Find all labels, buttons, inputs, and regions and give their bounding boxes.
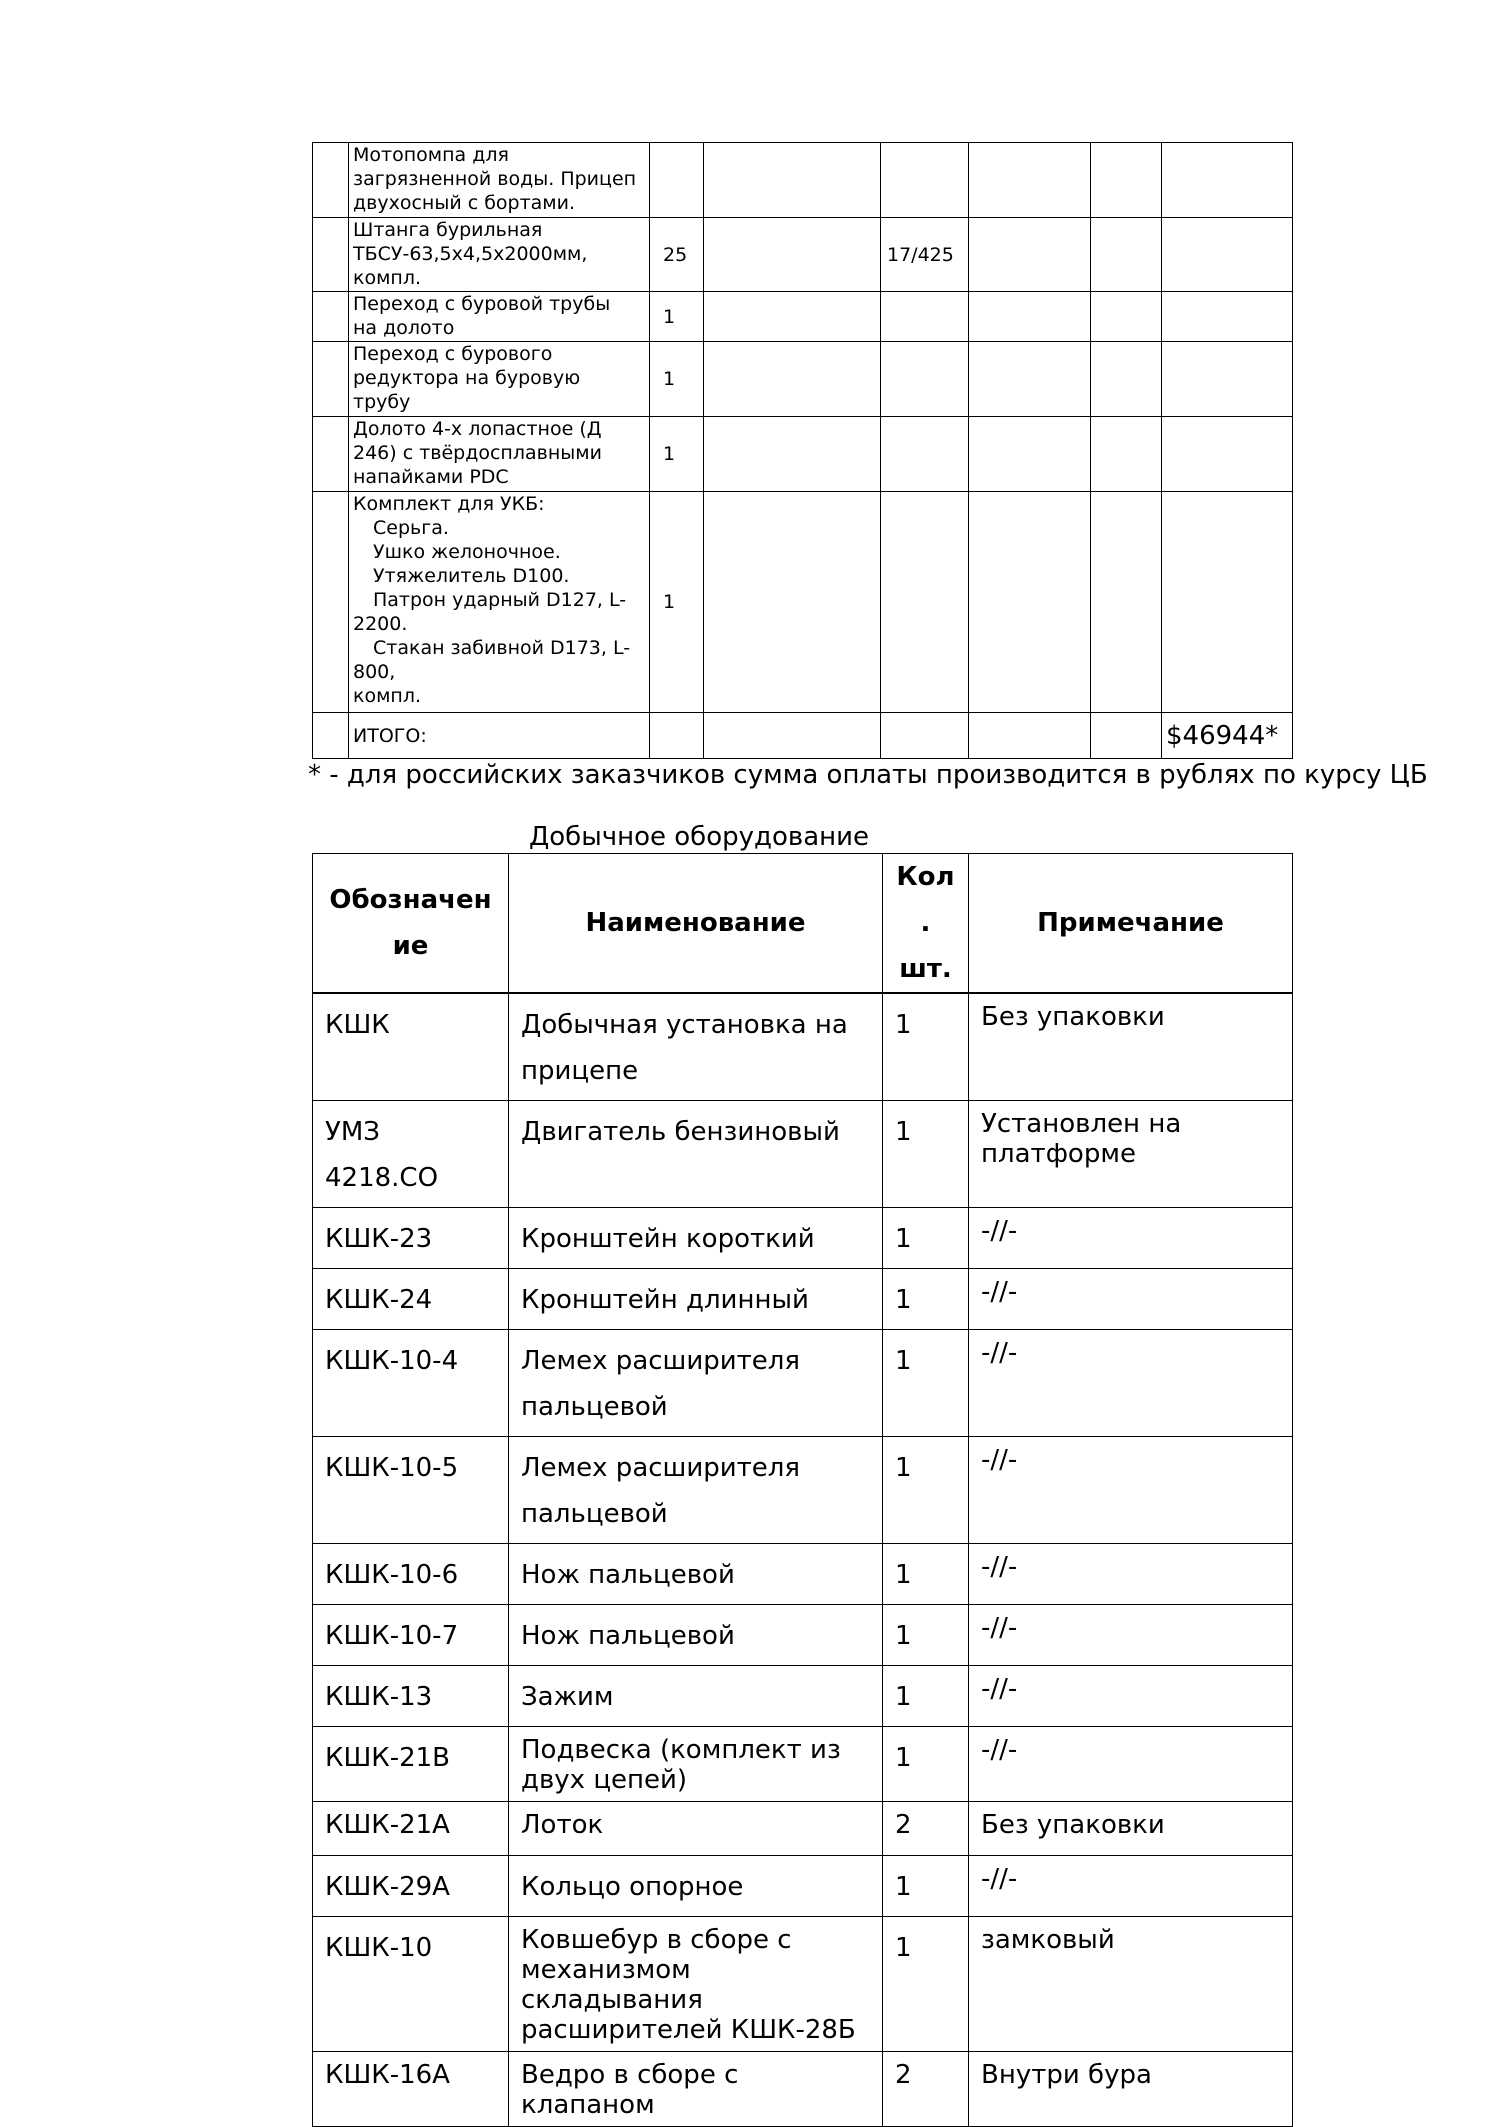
- qty-cell: 1: [650, 292, 704, 342]
- qty-cell: 1: [883, 1437, 969, 1544]
- item-name-cell: Комплект для УКБ: Серьга. Ушко желоночное. Утяжелитель D100. Патрон ударный D127, L- 2200. Стакан забивной D173, L- 800, компл.: [349, 492, 650, 713]
- table-row: [313, 1917, 1293, 2052]
- table-row: [313, 1330, 1293, 1437]
- note-cell: -//-: [969, 1856, 1293, 1917]
- qty-cell: 1: [883, 1917, 969, 2052]
- table-row: [313, 1666, 1293, 1727]
- code-cell: КШК-21В: [313, 1727, 509, 1802]
- code-cell: КШК-23: [313, 1208, 509, 1269]
- name-cell: Ведро в сборе с клапаном: [509, 2052, 883, 2127]
- qty-cell: 1: [883, 1605, 969, 1666]
- table-row: [313, 1802, 1293, 1856]
- name-cell: Лемех расширителя пальцевой: [509, 1330, 883, 1437]
- note-cell: замковый: [969, 1917, 1293, 2052]
- header-designation: Обозначен ие: [313, 854, 509, 994]
- qty-cell: 1: [883, 1208, 969, 1269]
- item-name-cell: Переход с буровой трубы на долото: [349, 292, 650, 342]
- qty-cell: 2: [883, 1802, 969, 1856]
- value-cell: [881, 492, 969, 713]
- header-note: Примечание: [969, 854, 1293, 994]
- qty-cell: 1: [883, 1330, 969, 1437]
- table-row: [313, 218, 1293, 292]
- qty-cell: 1: [883, 1269, 969, 1330]
- header-name: Наименование: [509, 854, 883, 994]
- qty-cell: 1: [883, 1544, 969, 1605]
- code-cell: КШК-13: [313, 1666, 509, 1727]
- name-cell: Добычная установка на прицепе: [509, 993, 883, 1101]
- note-cell: -//-: [969, 1437, 1293, 1544]
- code-cell: УМЗ 4218.СО: [313, 1101, 509, 1208]
- name-cell: Кронштейн короткий: [509, 1208, 883, 1269]
- note-cell: Установлен на платформе: [969, 1101, 1293, 1208]
- header-qty: Кол . шт.: [883, 854, 969, 994]
- qty-cell: [650, 143, 704, 218]
- table-row: [313, 1437, 1293, 1544]
- value-cell: [881, 342, 969, 417]
- table-row: [313, 143, 1293, 218]
- name-cell: Нож пальцевой: [509, 1544, 883, 1605]
- qty-cell: 1: [883, 1727, 969, 1802]
- table-row: [313, 417, 1293, 492]
- qty-cell: 1: [650, 342, 704, 417]
- name-cell: Ковшебур в сборе с механизмом складывания расширителей КШК-28Б: [509, 1917, 883, 2052]
- value-cell: 17/425: [881, 218, 969, 292]
- note-cell: Внутри бура: [969, 2052, 1293, 2127]
- qty-cell: 1: [650, 492, 704, 713]
- code-cell: КШК-10-4: [313, 1330, 509, 1437]
- table-row: [313, 492, 1293, 713]
- table-row: [313, 2052, 1293, 2127]
- table-row: [313, 1269, 1293, 1330]
- code-cell: КШК-10-5: [313, 1437, 509, 1544]
- qty-cell: 25: [650, 218, 704, 292]
- code-cell: КШК-29А: [313, 1856, 509, 1917]
- qty-cell: 2: [883, 2052, 969, 2127]
- equipment-price-table: [312, 142, 1293, 759]
- note-cell: -//-: [969, 1269, 1293, 1330]
- table-row: [313, 1605, 1293, 1666]
- table-row: [313, 1727, 1293, 1802]
- note-cell: Без упаковки: [969, 993, 1293, 1101]
- qty-cell: 1: [650, 417, 704, 492]
- note-cell: -//-: [969, 1666, 1293, 1727]
- name-cell: Кронштейн длинный: [509, 1269, 883, 1330]
- name-cell: Лоток: [509, 1802, 883, 1856]
- item-name-cell: Переход с бурового редуктора на буровую трубу: [349, 342, 650, 417]
- name-cell: Зажим: [509, 1666, 883, 1727]
- qty-cell: 1: [883, 1856, 969, 1917]
- code-cell: КШК-24: [313, 1269, 509, 1330]
- section-caption: Добычное оборудование: [528, 822, 870, 852]
- name-cell: Двигатель бензиновый: [509, 1101, 883, 1208]
- qty-cell: 1: [883, 993, 969, 1101]
- note-cell: -//-: [969, 1727, 1293, 1802]
- code-cell: КШК-10-7: [313, 1605, 509, 1666]
- table-row: [313, 1101, 1293, 1208]
- value-cell: [881, 292, 969, 342]
- note-cell: -//-: [969, 1544, 1293, 1605]
- name-cell: Лемех расширителя пальцевой: [509, 1437, 883, 1544]
- table-header-row: [313, 854, 1293, 994]
- mining-equipment-table: [312, 853, 1293, 2127]
- table-row: [313, 292, 1293, 342]
- code-cell: КШК-10: [313, 1917, 509, 2052]
- footnote: * - для российских заказчиков сумма оплаты производится в рублях по курсу ЦБ: [308, 760, 1428, 790]
- table-row: [313, 1544, 1293, 1605]
- qty-cell: 1: [883, 1101, 969, 1208]
- table-row: [313, 1856, 1293, 1917]
- code-cell: КШК-10-6: [313, 1544, 509, 1605]
- table-row: [313, 1208, 1293, 1269]
- name-cell: Кольцо опорное: [509, 1856, 883, 1917]
- code-cell: КШК-21А: [313, 1802, 509, 1856]
- value-cell: [881, 143, 969, 218]
- code-cell: КШК-16А: [313, 2052, 509, 2127]
- code-cell: КШК: [313, 993, 509, 1101]
- note-cell: -//-: [969, 1605, 1293, 1666]
- note-cell: -//-: [969, 1330, 1293, 1437]
- item-name-cell: Мотопомпа для загрязненной воды. Прицеп двухосный с бортами.: [349, 143, 650, 218]
- note-cell: -//-: [969, 1208, 1293, 1269]
- item-name-cell: Штанга бурильная ТБСУ-63,5x4,5x2000мм, компл.: [349, 218, 650, 292]
- qty-cell: 1: [883, 1666, 969, 1727]
- table-row: [313, 342, 1293, 417]
- total-row: [313, 713, 1293, 759]
- table-row: [313, 993, 1293, 1101]
- item-name-cell: Долото 4-х лопастное (Д 246) с твёрдосплавными напайками PDC: [349, 417, 650, 492]
- note-cell: Без упаковки: [969, 1802, 1293, 1856]
- name-cell: Нож пальцевой: [509, 1605, 883, 1666]
- name-cell: Подвеска (комплект из двух цепей): [509, 1727, 883, 1802]
- total-value: $46944*: [1162, 713, 1293, 759]
- value-cell: [881, 417, 969, 492]
- total-label: ИТОГО:: [349, 713, 650, 759]
